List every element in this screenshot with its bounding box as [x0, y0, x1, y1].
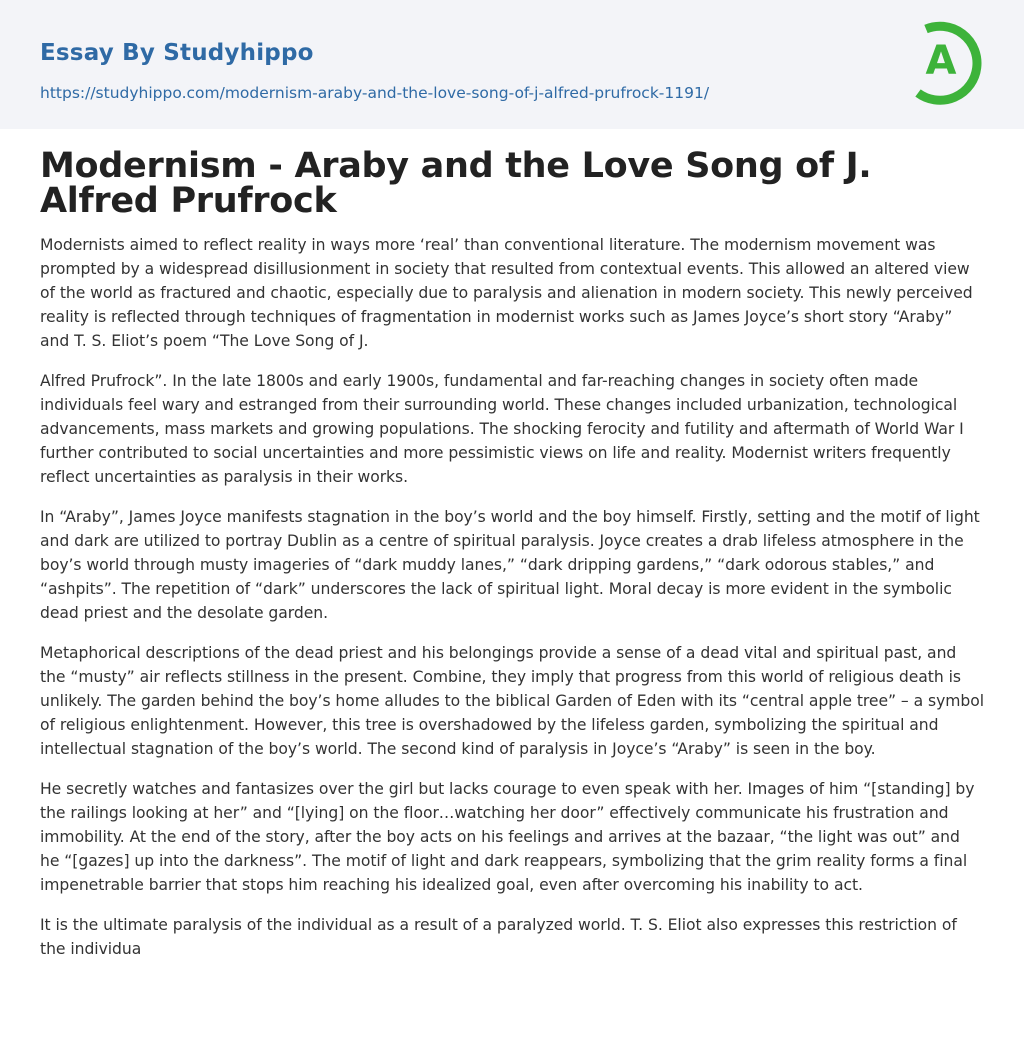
article-paragraph: In “Araby”, James Joyce manifests stagnation in the boy’s world and the boy himself. Firstly, setting and the motif of light and dark are utilized to portray Dublin as a centre of spiritual paralysis. Joyce creates a drab lifeless atmosphere in the boy’s world through musty imageries of “dark muddy lanes,” “dark dripping gardens,” “dark odorous stables,” and “ashpits”. The repetition of “dark” underscores the lack of spiritual light. Moral decay is more evident in the symbolic dead priest and the desolate garden. — [40, 508, 980, 622]
logo-ring-icon — [903, 18, 987, 106]
article-paragraph: Alfred Prufrock”. In the late 1800s and early 1900s, fundamental and far-reaching changes in society often made individuals feel wary and estranged from their surrounding world. These changes included urbanization, technological advancements, mass markets and growing populations. The shocking ferocity and futility and aftermath of World War I further contributed to social uncertainties and more pessimistic views on life and reality. Modernist writers frequently reflect uncertainties as paralysis in their works. — [40, 372, 964, 486]
article-paragraph: It is the ultimate paralysis of the individual as a result of a paralyzed world. T. S. Eliot also expresses this restriction of the individua — [40, 916, 957, 958]
brand-title[interactable]: Essay By Studyhippo — [40, 40, 314, 66]
page-title: Modernism - Araby and the Love Song of J. Alfred Prufrock — [40, 146, 872, 221]
article-paragraph: He secretly watches and fantasizes over the girl but lacks courage to even speak with her. Images of him “[standing] by the railings looking at her” and “[lying] on the floor…watching her door” effectively communicate his frustration and immobility. At the end of the story, after the boy acts on his feelings and arrives at the bazaar, “the light was out” and he “[gazes] up into the darkness”. The motif of light and dark reappears, symbolizing that the grim reality forms a final impenetrable barrier that stops him reaching his idealized goal, even after overcoming his inability to act. — [40, 780, 975, 894]
logo-letter: A — [925, 38, 957, 84]
article — [40, 146, 985, 977]
page-header — [0, 0, 1024, 129]
article-paragraph: Metaphorical descriptions of the dead priest and his belongings provide a sense of a dead vital and spiritual past, and the “musty” air reflects stillness in the present. Combine, they imply that progress from this world of religious death is unlikely. The garden behind the boy’s home alludes to the biblical Garden of Eden with its “central apple tree” – a symbol of religious enlightenment. However, this tree is overshadowed by the lifeless garden, symbolizing the spiritual and intellectual stagnation of the boy’s world. The second kind of paralysis in Joyce’s “Araby” is seen in the boy. — [40, 644, 985, 758]
source-url-link[interactable]: https://studyhippo.com/modernism-araby-and-the-love-song-of-j-alfred-prufrock-1191/ — [40, 84, 710, 102]
studyhippo-logo-icon[interactable] — [903, 18, 987, 106]
article-paragraph: Modernists aimed to reflect reality in ways more ‘real’ than conventional literature. The modernism movement was prompted by a widespread disillusionment in society that resulted from contextual events. This allowed an altered view of the world as fractured and chaotic, especially due to paralysis and alienation in modern society. This newly perceived reality is reflected through techniques of fragmentation in modernist works such as James Joyce’s short story “Araby” and T. S. Eliot’s poem “The Love Song of J. — [40, 236, 973, 350]
